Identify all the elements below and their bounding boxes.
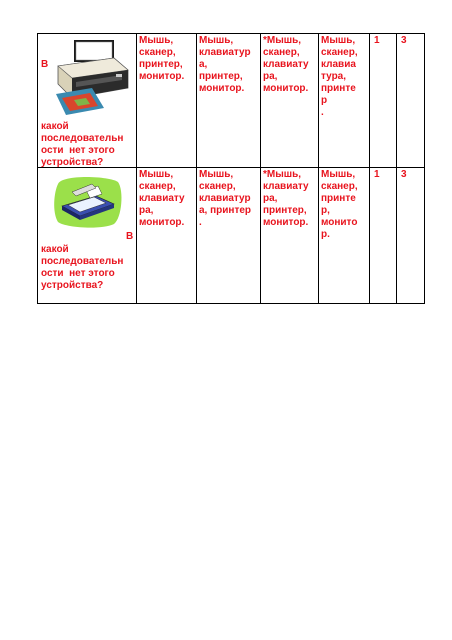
question-lead: В [126,231,134,242]
option-d: Мышь, сканер, принте р, монито р. [319,168,370,304]
col6-value: 3 [397,34,425,168]
question-cell [38,168,137,304]
option-d: Мышь, сканер, клавиа тура, принте р . [319,34,370,168]
quiz-table [37,33,425,304]
scanner-image [52,174,124,230]
col5-value: 1 [370,168,397,304]
question-lead: В [41,59,49,70]
col5-value: 1 [370,34,397,168]
option-b: Мышь, клавиатур а, принтер, монитор. [197,34,261,168]
option-a: Мышь, сканер, принтер, монитор. [137,34,197,168]
option-c: *Мышь, сканер, клавиату ра, монитор. [261,34,319,168]
col6-value: 3 [397,168,425,304]
option-c: *Мышь, клавиату ра, принтер, монитор. [261,168,319,304]
option-a: Мышь, сканер, клавиату ра, монитор. [137,168,197,304]
table-row [38,168,425,304]
question-text: какой последовательн ости нет этого устройства? [41,244,124,291]
question-cell [38,34,137,168]
question-text: какой последовательн ости нет этого устройства? [41,121,124,168]
printer-image [52,38,132,116]
table-row [38,34,425,168]
option-b: Мышь, сканер, клавиатур а, принтер . [197,168,261,304]
